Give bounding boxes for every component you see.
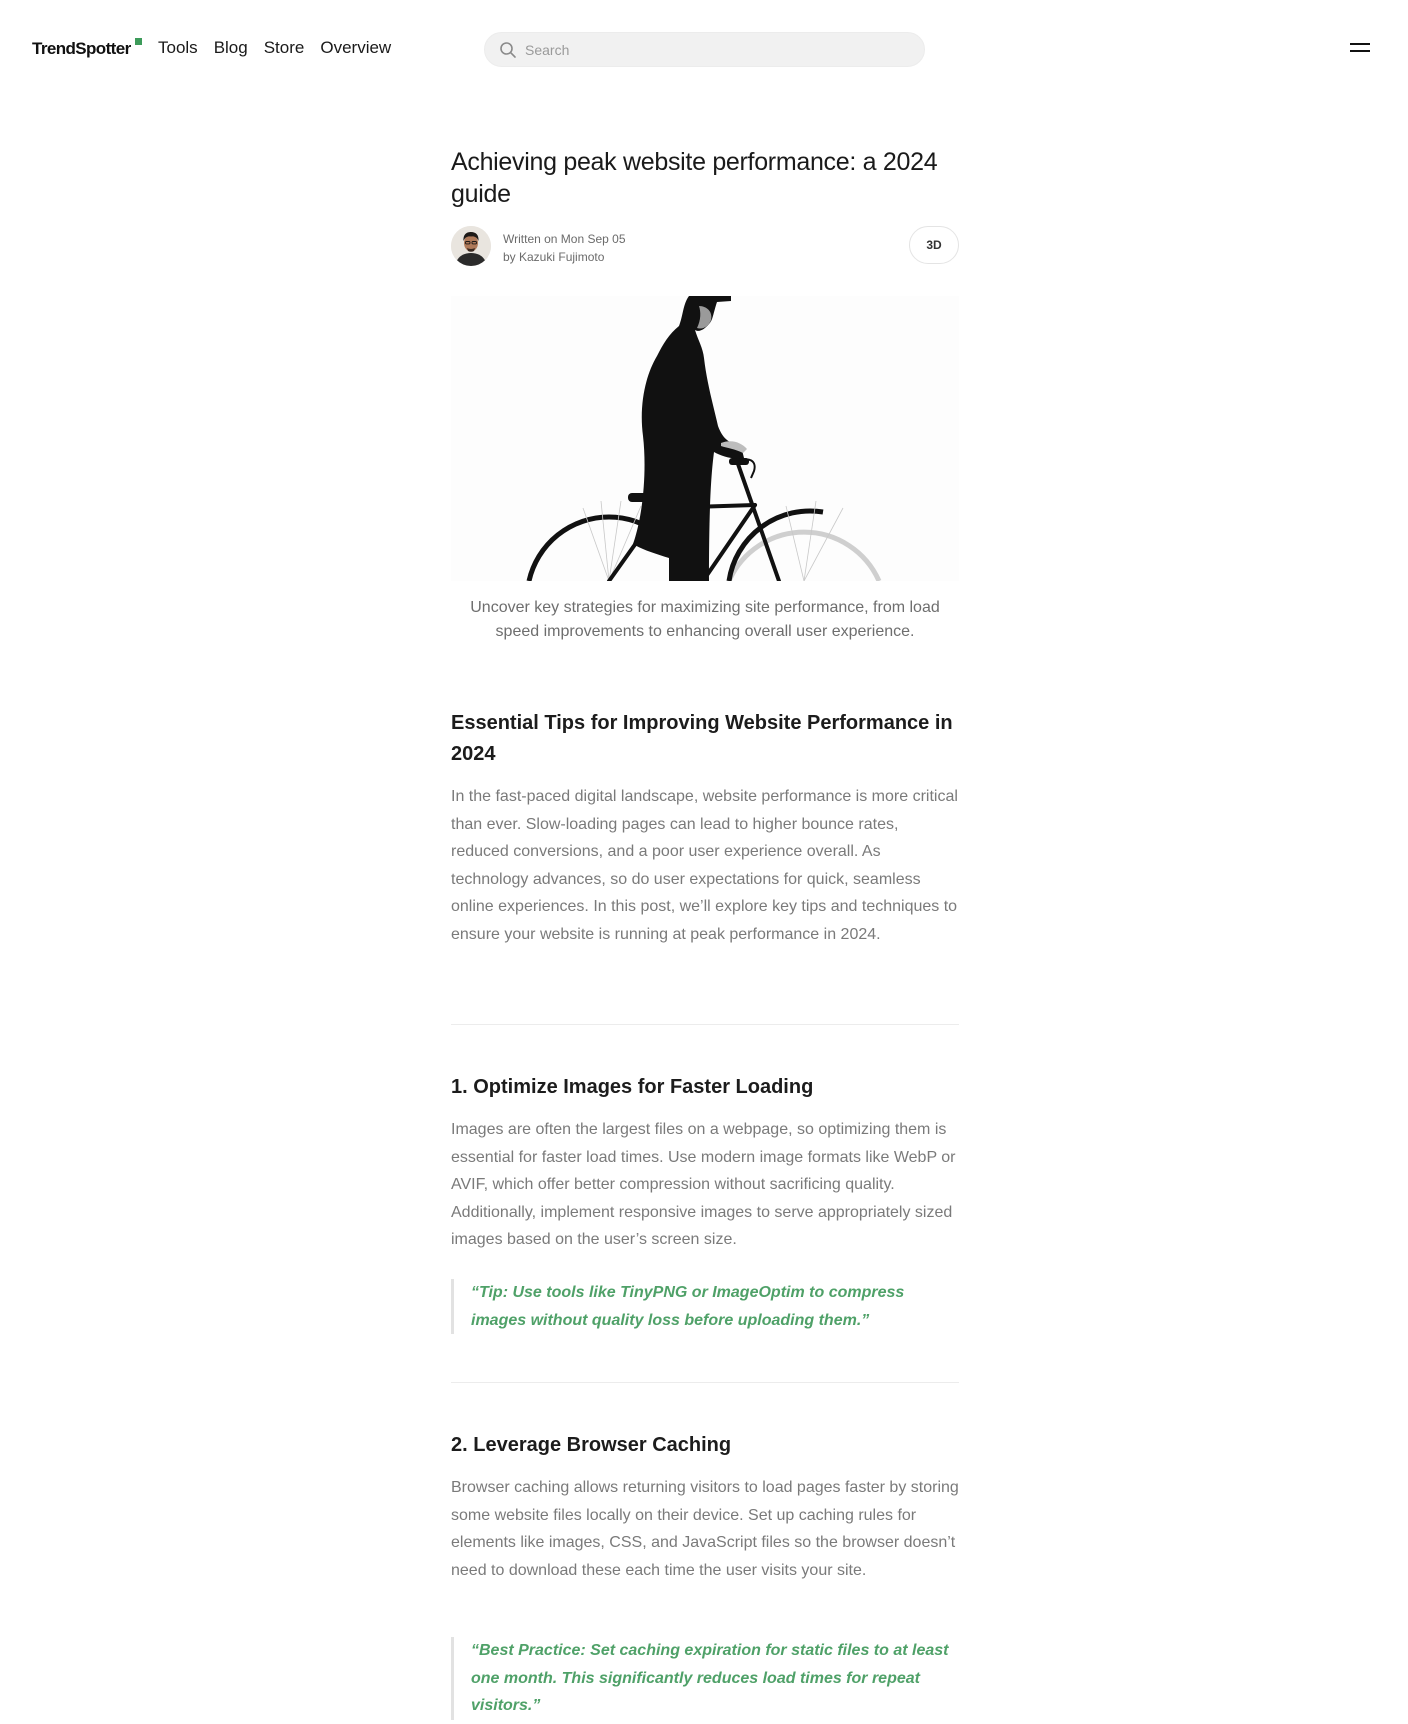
hero-caption: Uncover key strategies for maximizing site performance, from load speed improvements to enhancing overall user experience. <box>470 599 940 640</box>
article-title: Achieving peak website performance: a 2024 guide <box>451 148 938 208</box>
section-body: Images are often the largest files on a webpage, so optimizing them is essential for faster load times. Use modern image formats like WebP or AVIF, which offer better compression without sacrificing quality. Additionally, implement responsive images to serve appropriately sized images based on the user’s screen size. <box>451 1121 956 1249</box>
search-icon <box>499 41 517 59</box>
post-date: Written on Mon Sep 05 <box>503 232 626 246</box>
divider <box>451 1382 959 1383</box>
nav-item-blog[interactable]: Blog <box>213 38 248 57</box>
main-nav <box>158 38 391 58</box>
man-with-bicycle-illustration <box>451 296 959 581</box>
best-practice-quote: “Best Practice: Set caching expiration for static files to at least one month. This significantly reduces load times for repeat visitors.” <box>451 1637 959 1720</box>
menu-icon <box>1350 43 1370 45</box>
section-heading: Essential Tips for Improving Website Performance in 2024 <box>451 712 953 765</box>
search-input[interactable] <box>525 33 905 66</box>
badge-3d-button[interactable]: 3D <box>909 226 959 264</box>
nav-item-tools[interactable]: Tools <box>158 38 198 57</box>
nav-item-overview[interactable]: Overview <box>320 38 392 57</box>
byline <box>451 226 959 266</box>
hero-illustration <box>451 296 959 581</box>
post-author[interactable]: by Kazuki Fujimoto <box>503 250 605 264</box>
divider <box>451 1024 959 1025</box>
logo-mark-icon <box>135 38 142 45</box>
author-avatar[interactable] <box>451 226 491 266</box>
menu-icon-line <box>1350 50 1370 52</box>
section-heading: 1. Optimize Images for Faster Loading <box>451 1076 814 1098</box>
site-header <box>0 0 1408 100</box>
avatar-portrait <box>451 226 491 266</box>
search-bar[interactable] <box>484 32 925 67</box>
section-heading: 2. Leverage Browser Caching <box>451 1434 732 1456</box>
logo[interactable]: TrendSpotter <box>32 39 131 58</box>
menu-button[interactable] <box>1350 40 1372 54</box>
post-meta <box>503 230 626 266</box>
section-body: Browser caching allows returning visitors to load pages faster by storing some website files locally on their device. Set up caching rules for elements like images, CSS, and JavaScript files so the browser doesn’t need to download these each time the user visits your site. <box>451 1479 959 1579</box>
tip-quote: “Tip: Use tools like TinyPNG or ImageOptim to compress images without quality loss before uploading them.” <box>451 1279 959 1334</box>
nav-item-store[interactable]: Store <box>263 38 305 57</box>
section-body: In the fast-paced digital landscape, website performance is more critical than ever. Slow-loading pages can lead to higher bounce rates, reduced conversions, and a poor user experience overall. As technology advances, so do user expectations for quick, seamless online experiences. In this post, we’ll explore key tips and techniques to ensure your website is running at peak performance in 2024. <box>451 788 958 943</box>
